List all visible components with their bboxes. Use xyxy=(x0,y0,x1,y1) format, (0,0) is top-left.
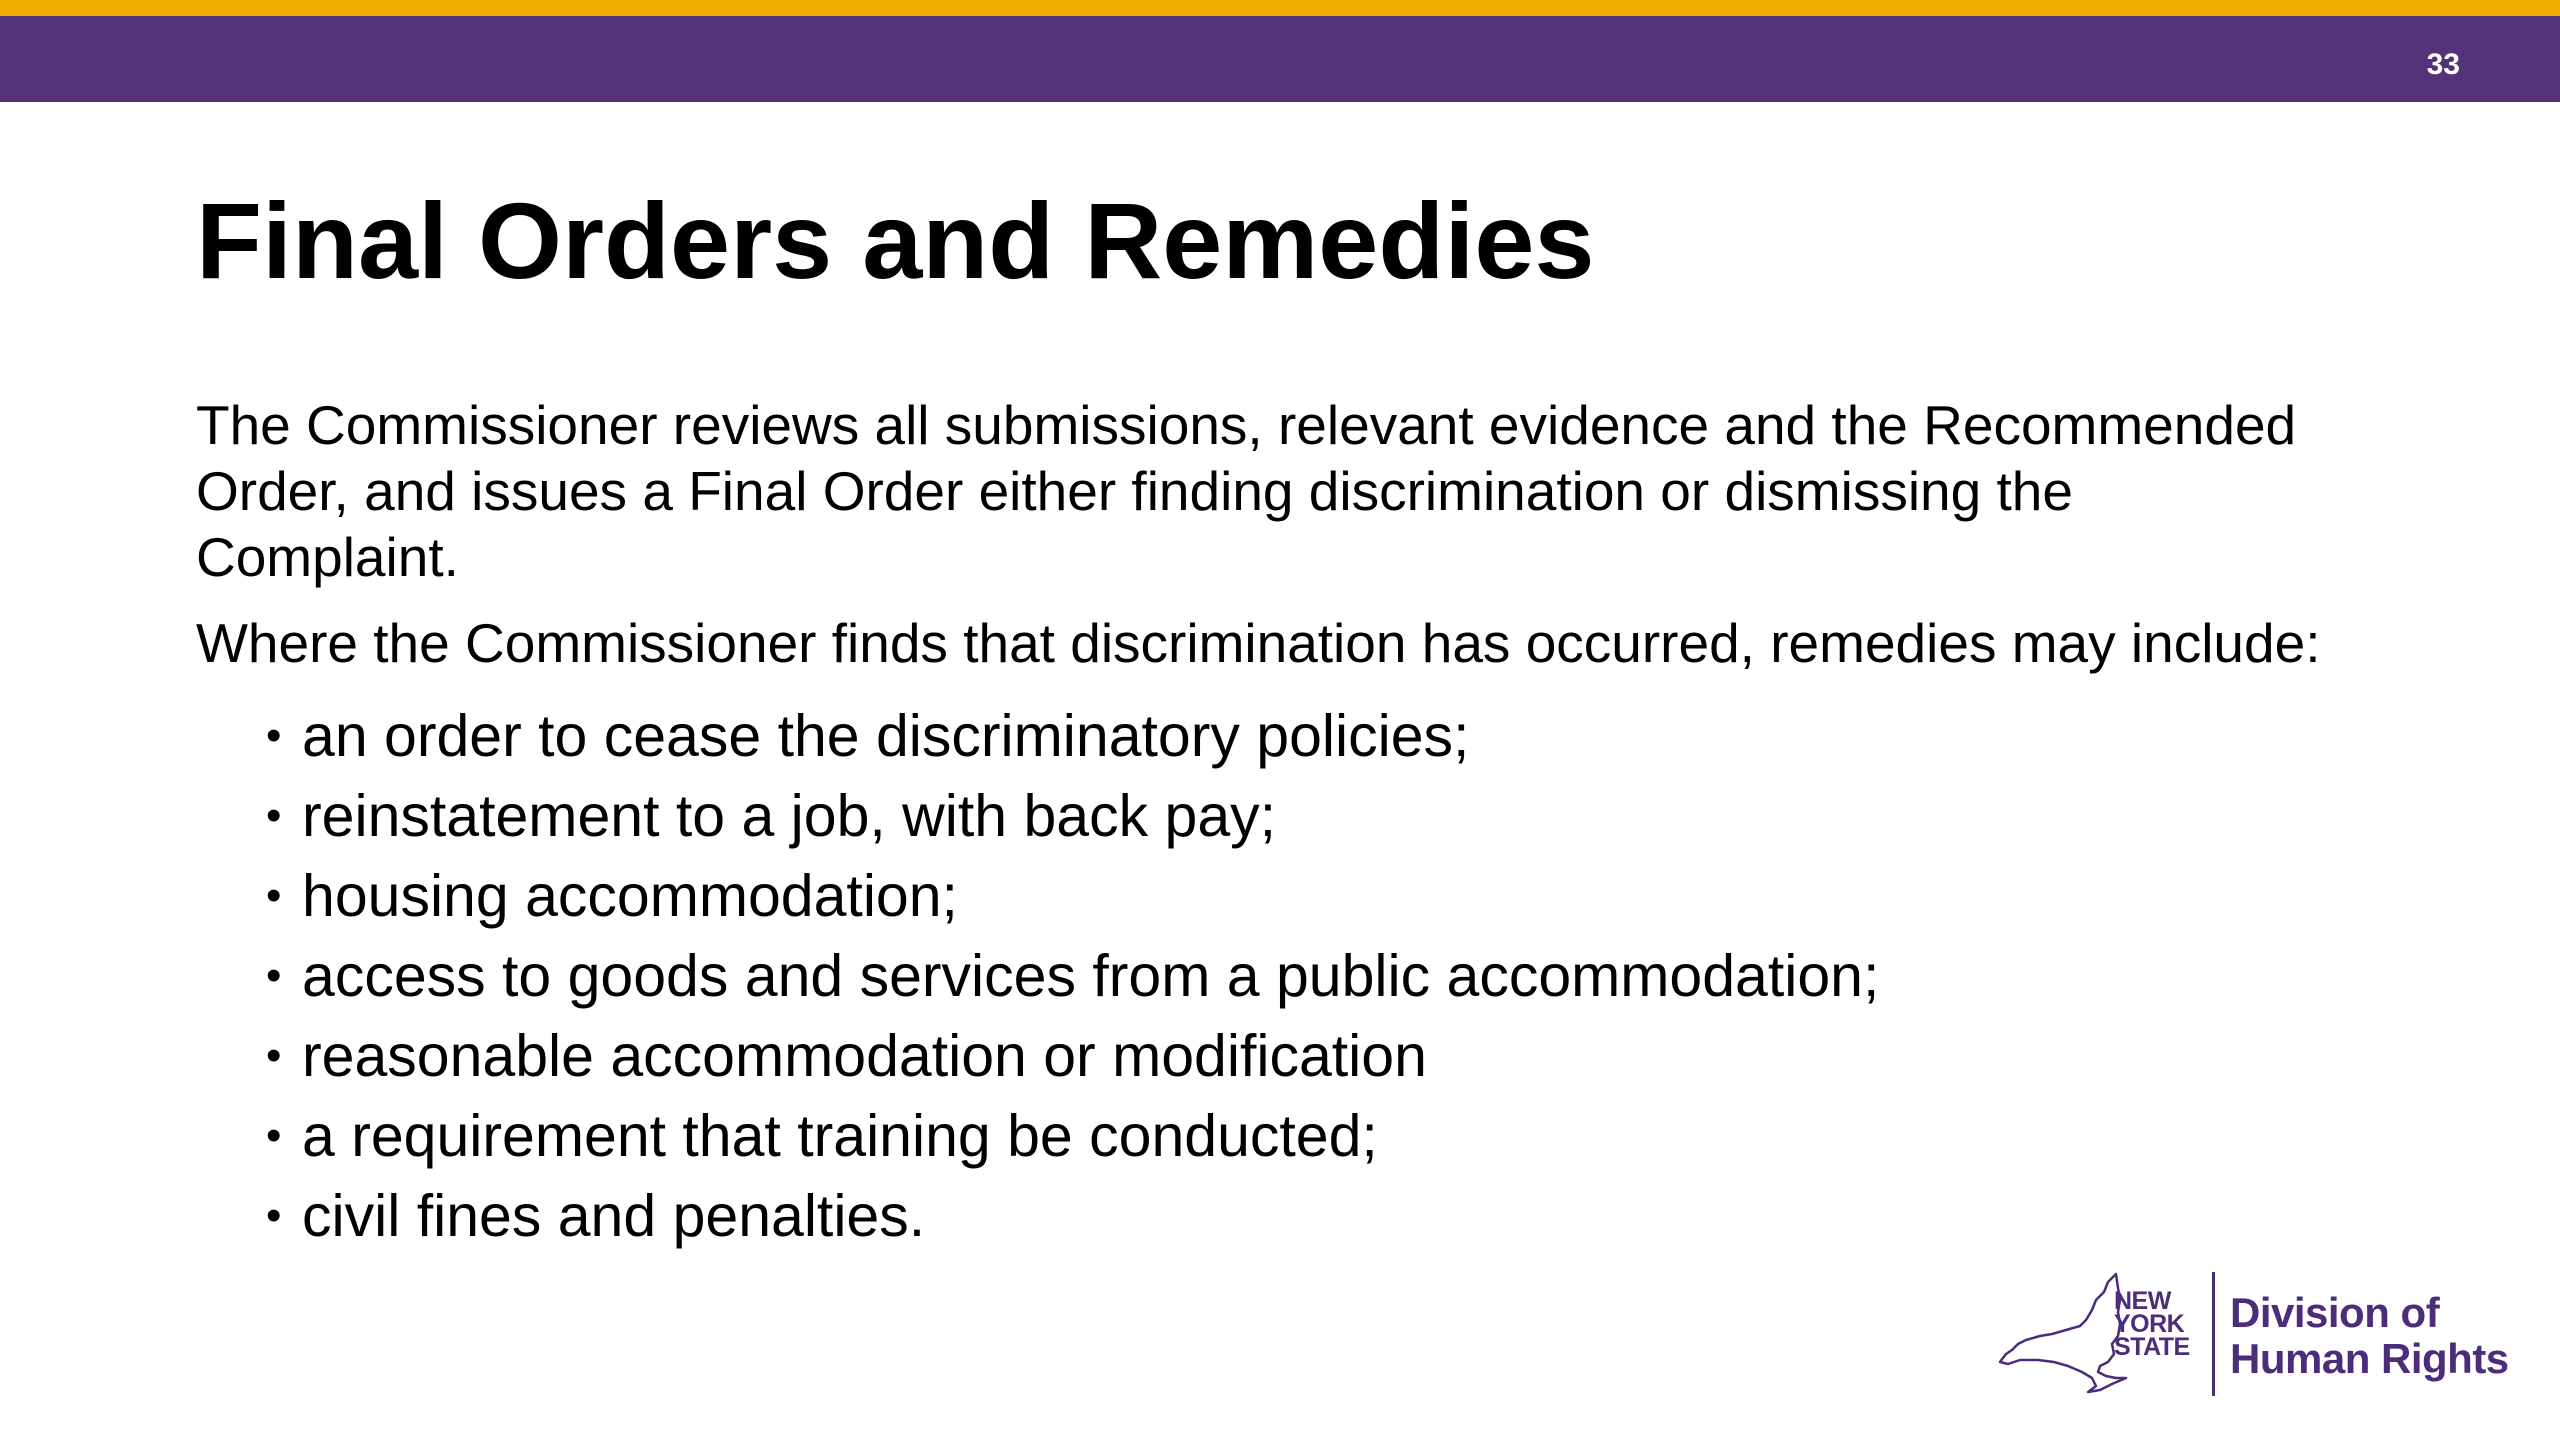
list-item-text: reasonable accommodation or modification xyxy=(302,1023,1427,1089)
list-item xyxy=(266,1176,2346,1256)
list-item-text: an order to cease the discriminatory policies; xyxy=(302,703,1470,769)
bullet-icon: • xyxy=(266,711,282,760)
slide-title: Final Orders and Remedies xyxy=(196,180,1595,301)
list-item xyxy=(266,936,2346,1016)
list-item-text: a requirement that training be conducted; xyxy=(302,1103,1378,1169)
logo-state-line: STATE xyxy=(2114,1333,2190,1361)
bullet-icon: • xyxy=(266,951,282,1000)
paragraph-remedies-intro: Where the Commissioner finds that discrimination has occurred, remedies may include: xyxy=(196,612,2321,674)
list-item-text: housing accommodation; xyxy=(302,863,958,929)
list-item xyxy=(266,1096,2346,1176)
bullet-icon: • xyxy=(266,1191,282,1240)
list-item xyxy=(266,696,2346,776)
list-item xyxy=(266,1016,2346,1096)
nys-dhr-logo xyxy=(1996,1268,2516,1398)
logo-state-text xyxy=(2114,1287,2190,1361)
bullet-icon: • xyxy=(266,1111,282,1160)
header-bar xyxy=(0,16,2560,102)
top-accent-stripe xyxy=(0,0,2560,16)
logo-agency-line: Human Rights xyxy=(2230,1335,2509,1382)
bullet-icon: • xyxy=(266,791,282,840)
slide-number: 33 xyxy=(2426,48,2460,81)
logo-agency-line: Division of xyxy=(2230,1289,2440,1336)
list-item-text: access to goods and services from a public accommodation; xyxy=(302,943,1880,1009)
remedies-list xyxy=(196,696,2346,1256)
list-item-text: civil fines and penalties. xyxy=(302,1183,926,1249)
logo-state-line: NEW xyxy=(2114,1287,2171,1315)
logo-divider xyxy=(2212,1272,2215,1396)
logo-agency-text xyxy=(2230,1290,2509,1382)
list-item xyxy=(266,776,2346,856)
slide-body xyxy=(196,392,2346,1256)
bullet-icon: • xyxy=(266,871,282,920)
list-item xyxy=(266,856,2346,936)
list-item-text: reinstatement to a job, with back pay; xyxy=(302,783,1277,849)
paragraph-review: The Commissioner reviews all submissions, relevant evidence and the Recommended Order, and issues a Final Order either finding discrimination or dismissing the Complaint. xyxy=(196,394,2297,588)
logo-state-line: YORK xyxy=(2114,1310,2185,1338)
bullet-icon: • xyxy=(266,1031,282,1080)
